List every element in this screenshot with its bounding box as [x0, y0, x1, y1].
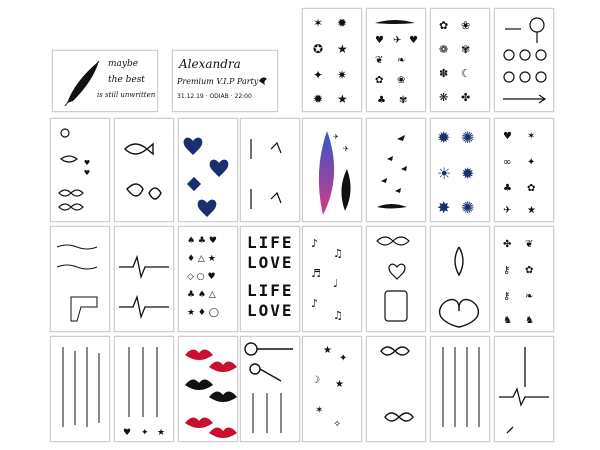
svg-text:⚷: ⚷ [503, 291, 511, 302]
svg-text:✿: ✿ [525, 265, 534, 276]
tattoo-sheet-feather-quote [52, 50, 158, 112]
svg-text:♣: ♣ [503, 183, 512, 194]
svg-text:✾: ✾ [461, 43, 471, 56]
svg-text:✷: ✷ [337, 68, 348, 82]
feather-script-icons [431, 337, 489, 441]
heartbeat-icons [115, 227, 173, 331]
infinity-icons [367, 337, 425, 441]
svg-text:☀: ☀ [437, 164, 452, 183]
svg-text:★: ★ [337, 42, 348, 56]
gun-script-icons [51, 227, 109, 331]
svg-text:✈: ✈ [343, 145, 349, 153]
tattoo-sheet-mixed [494, 118, 554, 222]
tattoo-sheet-gun-script [50, 226, 110, 332]
blue-heart-icons [179, 119, 237, 221]
svg-text:♩: ♩ [333, 277, 339, 290]
svg-text:◇ ○ ♥: ◇ ○ ♥ [187, 272, 216, 282]
svg-text:❀: ❀ [461, 19, 471, 32]
svg-text:♞: ♞ [525, 315, 534, 326]
long-script-icons [51, 337, 109, 441]
tattoo-sheet-long-script [50, 336, 110, 442]
tattoo-sheet-stars [302, 8, 362, 112]
svg-text:★: ★ [323, 345, 332, 356]
tattoo-sheet-hearts-bandage [366, 226, 426, 332]
svg-text:✤: ✤ [503, 239, 512, 250]
svg-text:✺: ✺ [461, 198, 475, 217]
tattoo-sheet-heartbeat [114, 226, 174, 332]
word-love-3: LIFE [247, 281, 294, 300]
paw-script-icons [115, 337, 173, 441]
svg-text:✤: ✤ [461, 91, 471, 104]
heart-line-icons [431, 227, 489, 331]
bird-icon [173, 51, 277, 111]
tattoo-sheet-script-words [240, 118, 300, 222]
svg-text:✦: ✦ [313, 68, 324, 82]
star-icons [303, 9, 361, 111]
color-feather-icon [303, 119, 361, 221]
svg-text:♪: ♪ [311, 237, 319, 250]
svg-text:♥: ♥ [375, 35, 384, 46]
stars-script-icons [303, 337, 361, 441]
svg-text:✧: ✧ [333, 419, 342, 430]
svg-text:♥: ♥ [409, 35, 418, 46]
tattoo-sheet-infinity [366, 336, 426, 442]
tattoo-sheet-fish [114, 118, 174, 222]
tattoo-sheet-keys-deer [494, 226, 554, 332]
svg-text:♫: ♫ [333, 309, 343, 322]
date-text: 31.12.19 · ODIAB · 22:00 [177, 93, 252, 100]
svg-text:♦ △ ★: ♦ △ ★ [187, 254, 216, 264]
svg-text:★: ★ [337, 92, 348, 106]
script-word-icons [241, 119, 299, 221]
tattoo-sheet-music-notes [302, 226, 362, 332]
tattoo-sheet-feather-script [430, 336, 490, 442]
fish-icons [115, 119, 173, 221]
svg-text:✺: ✺ [461, 128, 475, 147]
svg-text:♬: ♬ [311, 267, 321, 280]
tattoo-sheet-pulse-script [494, 336, 554, 442]
word-love-4: LOVE [247, 301, 294, 320]
svg-text:❧: ❧ [397, 55, 406, 66]
tattoo-sheet-suns [430, 118, 490, 222]
lips-icons [179, 337, 237, 441]
svg-text:❀: ❀ [397, 75, 406, 86]
svg-text:✿: ✿ [439, 19, 449, 32]
svg-text:♥ ♥: ♥ ♥ [83, 159, 91, 178]
quote-line-2: the best [108, 75, 145, 85]
tattoo-sheet-paw-script [114, 336, 174, 442]
tattoo-sheet-birds-feathers [366, 8, 426, 112]
svg-text:✶: ✶ [315, 405, 324, 416]
svg-text:♣: ♣ [377, 95, 386, 106]
svg-text:♣ ♠ △: ♣ ♠ △ [187, 290, 216, 300]
svg-text:★: ★ [335, 379, 344, 390]
svg-text:❧: ❧ [525, 291, 534, 302]
svg-text:☽: ☽ [311, 375, 320, 386]
quote-line-3: is still unwritten [97, 91, 156, 99]
svg-text:✾: ✾ [399, 95, 408, 106]
svg-text:♠ ♣ ♥: ♠ ♣ ♥ [187, 236, 217, 246]
tattoo-sheet-love-life [240, 226, 300, 332]
tattoo-sheet-stars-script [302, 336, 362, 442]
svg-text:❦: ❦ [375, 55, 384, 66]
svg-text:✦: ✦ [527, 157, 536, 168]
tattoo-sheet-dreamcatcher [494, 8, 554, 112]
svg-text:♞: ♞ [503, 315, 512, 326]
word-love-2: LOVE [247, 253, 294, 272]
svg-text:★: ★ [527, 205, 536, 216]
svg-text:✽: ✽ [439, 67, 449, 80]
svg-text:✹: ✹ [313, 92, 324, 106]
svg-text:✈: ✈ [393, 35, 402, 46]
mixed-icons [495, 119, 553, 221]
tattoo-sheet-blue-hearts [178, 118, 238, 222]
svg-text:♥: ♥ [503, 131, 512, 142]
name-text: Alexandra [179, 57, 241, 71]
tattoo-sheet-alexandra [172, 50, 278, 112]
heart-bandage-icons [367, 227, 425, 331]
svg-text:★ ♦ ◯: ★ ♦ ◯ [187, 308, 219, 318]
svg-text:✹: ✹ [461, 164, 475, 183]
svg-text:♫: ♫ [333, 247, 343, 260]
svg-text:✶: ✶ [313, 16, 324, 30]
svg-text:∞: ∞ [503, 157, 512, 168]
svg-text:❦: ❦ [525, 239, 534, 250]
quote-line-1: maybe [108, 59, 139, 69]
tattoo-sheet-red-lips [178, 336, 238, 442]
svg-text:❋: ❋ [439, 91, 449, 104]
svg-text:✈: ✈ [503, 205, 512, 216]
svg-text:✶: ✶ [527, 131, 536, 142]
svg-text:★: ★ [157, 428, 166, 438]
tattoo-sheet-sun-infinity [50, 118, 110, 222]
card-suit-icons [179, 227, 237, 331]
tattoo-sheet-flowers [430, 8, 490, 112]
tattoo-sheet-birds [366, 118, 426, 222]
svg-text:✹: ✹ [437, 128, 451, 147]
bird-feather-icons [367, 9, 425, 111]
sun-icons [431, 119, 489, 221]
svg-text:☾: ☾ [461, 67, 471, 80]
svg-text:✸: ✸ [437, 198, 451, 217]
tattoo-sheet-key-script [240, 336, 300, 442]
tattoo-sheet-heart-line [430, 226, 490, 332]
svg-text:✪: ✪ [313, 42, 324, 56]
sun-infinity-icons [51, 119, 109, 221]
key-deer-icons [495, 227, 553, 331]
svg-text:✿: ✿ [375, 75, 384, 86]
tattoo-sheet-color-feather [302, 118, 362, 222]
svg-text:♥: ♥ [123, 428, 132, 438]
key-script-icons [241, 337, 299, 441]
svg-text:✦: ✦ [339, 353, 348, 364]
party-text: Premium V.I.P Party [177, 77, 259, 86]
music-note-icons [303, 227, 361, 331]
flower-icons [431, 9, 489, 111]
svg-text:✦: ✦ [141, 428, 149, 438]
svg-text:✹: ✹ [337, 16, 348, 30]
dreamcatcher-icons [495, 9, 553, 111]
svg-text:⚷: ⚷ [503, 265, 511, 276]
svg-text:✈: ✈ [333, 133, 339, 141]
tattoo-sheet-card-suits [178, 226, 238, 332]
word-love-1: LIFE [247, 233, 294, 252]
svg-text:❁: ❁ [439, 43, 449, 56]
pulse-script-icons [495, 337, 553, 441]
svg-text:♪: ♪ [311, 297, 319, 310]
svg-text:✿: ✿ [527, 183, 536, 194]
bird-flock-icons [367, 119, 425, 221]
